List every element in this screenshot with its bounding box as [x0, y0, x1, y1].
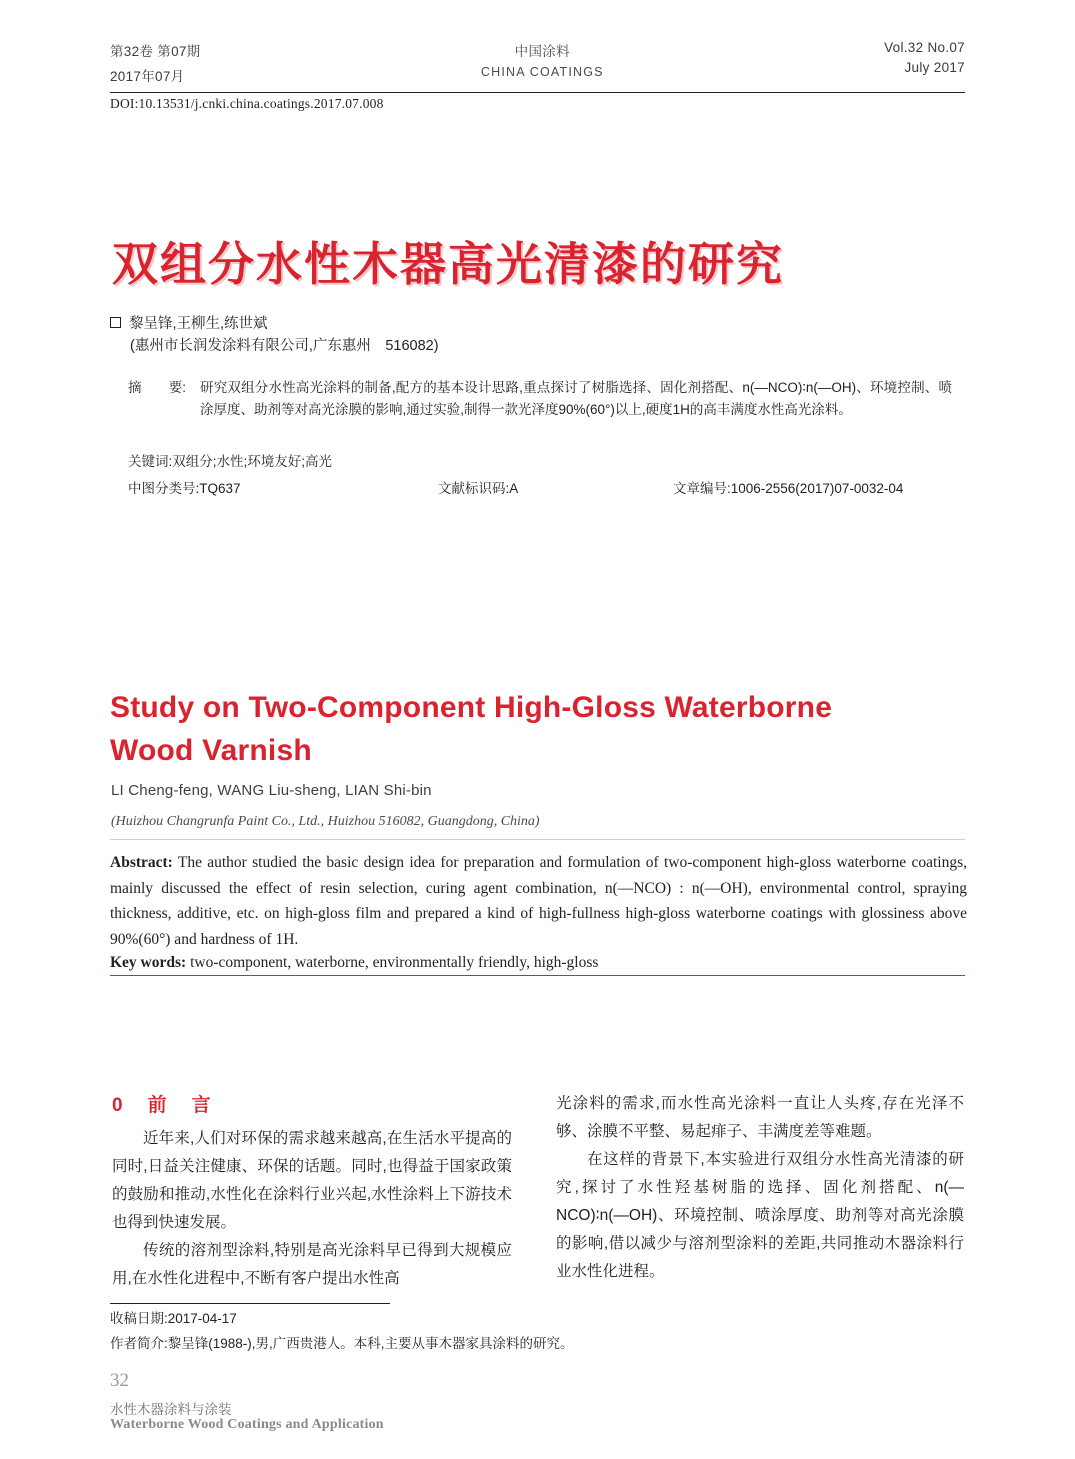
- footnote-divider: [110, 1303, 390, 1304]
- classification-row: [128, 477, 958, 497]
- abstract-en: [110, 850, 967, 952]
- abstract-cn-label-2: 要:: [168, 380, 186, 395]
- paragraph: 光涂料的需求,而水性高光涂料一直让人头疼,存在光泽不够、涂膜不平整、易起痱子、丰满度差等难题。: [556, 1095, 964, 1140]
- running-head-left: [110, 40, 200, 85]
- abstract-cn-text: 研究双组分水性高光涂料的制备,配方的基本设计思路,重点探讨了树脂选择、固化剂搭配、n(—NCO)∶n(—OH)、环境控制、喷涂厚度、助剂等对高光涂膜的影响,通过实验,制得一款光泽度90%(60°)以上,硬度1H的高丰满度水性高光涂料。: [200, 380, 952, 417]
- body-column-right: [556, 1090, 964, 1286]
- author-bio: 作者简介:黎呈锋(1988-),男,广西贵港人。本科,主要从事木器家具涂料的研究。: [110, 1336, 574, 1351]
- running-head-center: [481, 40, 604, 79]
- clc-number: 中图分类号:TQ637: [128, 481, 241, 496]
- volume-issue-en: Vol.32 No.07: [884, 40, 965, 55]
- english-divider-top: [110, 839, 965, 840]
- keywords-en-text: two-component, waterborne, environmentally friendly, high-gloss: [186, 954, 599, 971]
- footer-section-cn: 水性木器涂料与涂装: [110, 1402, 232, 1417]
- abstract-en-label: Abstract:: [110, 854, 173, 871]
- journal-name-cn: 中国涂料: [514, 44, 570, 59]
- volume-issue: 第32卷 第07期: [110, 44, 201, 59]
- abstract-cn-label-1: 摘: [128, 380, 142, 395]
- affiliation-cn: (惠州市长润发涂料有限公司,广东惠州 516082): [130, 338, 439, 354]
- keywords-en-label: Key words:: [110, 954, 187, 971]
- paragraph: 近年来,人们对环保的需求越来越高,在生活水平提高的同时,日益关注健康、环保的话题。同时,也得益于国家政策的鼓励和推动,水性化在涂料行业兴起,水性涂料上下游技术也得到快速发展。: [112, 1130, 512, 1231]
- received-date: 收稿日期:2017-04-17: [110, 1311, 237, 1326]
- paragraph: 传统的溶剂型涂料,特别是高光涂料早已得到大规模应用,在水性化进程中,不断有客户提出水性高: [112, 1242, 512, 1287]
- abstract-en-text: The author studied the basic design idea for preparation and formulation of two-component high-gloss waterborne coatings, mainly discussed the effect of resin selection, curing agent combination, n(—NCO) : n(—OH), environmental control, spraying thickness, additive, etc. on high-gloss film and prepared a kind of high-fullness high-gloss waterborne coatings with glossiness above 90%(60°) and hardness of 1H.: [110, 854, 967, 948]
- issue-date-cn: 2017年07月: [110, 69, 185, 84]
- authors-en: LI Cheng-feng, WANG Liu-sheng, LIAN Shi-bin: [111, 782, 432, 799]
- body-column-left: [112, 1125, 512, 1293]
- document-code: 文献标识码:A: [438, 481, 519, 496]
- abstract-cn: [128, 377, 952, 421]
- authors-cn-label: 黎呈锋,王柳生,练世斌: [129, 316, 268, 332]
- paragraph: 在这样的背景下,本实验进行双组分水性高光清漆的研究,探讨了水性羟基树脂的选择、固化剂搭配、n(—NCO)∶n(—OH)、环境控制、喷涂厚度、助剂等对高光涂膜的影响,借以减少与溶剂型涂料的差距,共同推动木器涂料行业水性化进程。: [556, 1151, 964, 1280]
- abstract-cn-label: [128, 377, 186, 399]
- authors-cn: [110, 312, 268, 333]
- issue-date-en: July 2017: [904, 60, 965, 75]
- affiliation-en: (Huizhou Changrunfa Paint Co., Ltd., Huizhou 516082, Guangdong, China): [111, 814, 540, 829]
- footnotes: [110, 1306, 810, 1356]
- section-heading-intro: 0 前 言: [112, 1095, 214, 1116]
- footer-section-en: Waterborne Wood Coatings and Application: [110, 1417, 384, 1432]
- keywords-cn: 关键词:双组分;水性;环境友好;高光: [128, 454, 333, 469]
- page-title-cn: 双组分水性木器高光清漆的研究: [112, 237, 784, 291]
- header-divider: [110, 92, 965, 93]
- keywords-en: [110, 950, 967, 975]
- doi-text: DOI:10.13531/j.cnki.china.coatings.2017.07.008: [110, 96, 384, 111]
- square-bullet-icon: [110, 317, 121, 328]
- running-head-right: [884, 40, 965, 75]
- page-title-en: Study on Two-Component High-Gloss Waterborne Wood Varnish: [110, 691, 833, 767]
- page-number: 32: [110, 1370, 129, 1391]
- english-divider-bottom: [110, 975, 965, 976]
- journal-name-en: CHINA COATINGS: [480, 65, 604, 79]
- article-id: 文章编号:1006-2556(2017)07-0032-04: [673, 481, 904, 496]
- running-head: [110, 40, 965, 85]
